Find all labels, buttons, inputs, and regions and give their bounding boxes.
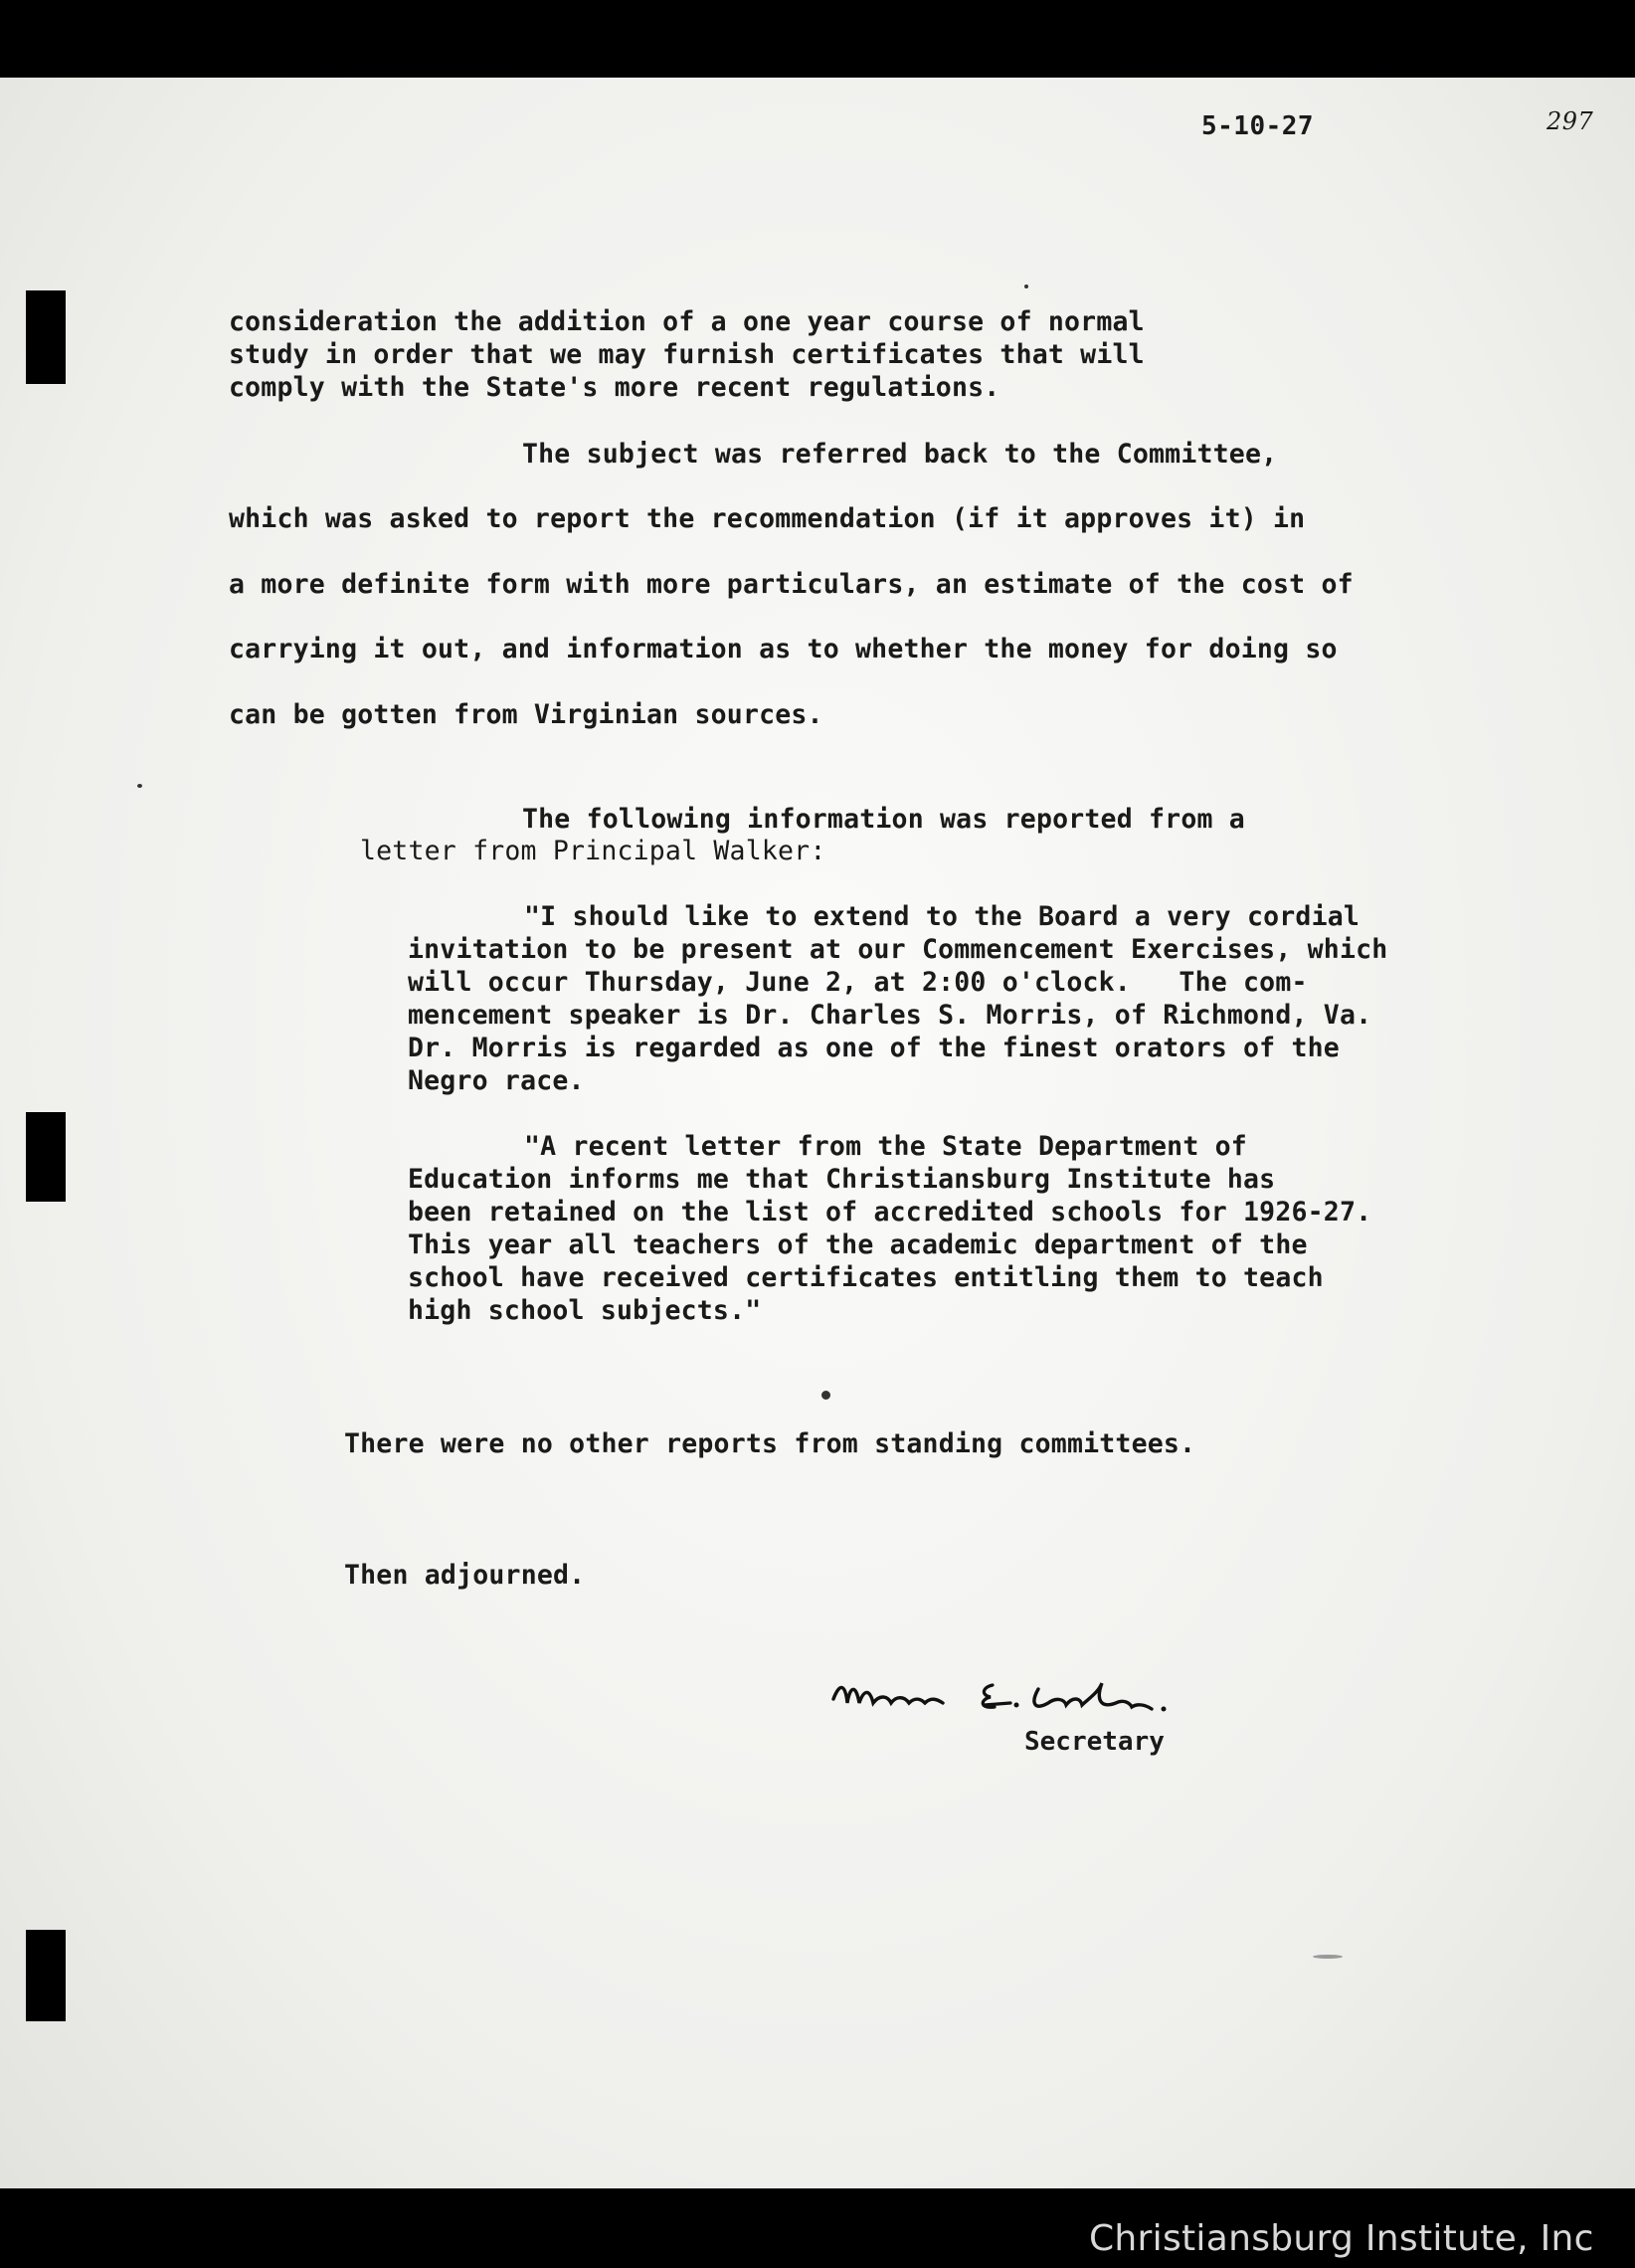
quote-2-line: school have received certificates entitling them to teach xyxy=(408,1262,1324,1293)
quote-1-line: Dr. Morris is regarded as one of the finest orators of the xyxy=(408,1033,1340,1063)
quote-2-line: This year all teachers of the academic department of the xyxy=(408,1229,1308,1260)
paragraph-2-line: The subject was referred back to the Committee, xyxy=(522,439,1278,470)
quote-2-line: "A recent letter from the State Department of xyxy=(524,1131,1247,1162)
quote-1-line: will occur Thursday, June 2, at 2:00 o'clock. The com- xyxy=(408,967,1308,998)
document-page xyxy=(0,78,1635,2259)
paragraph-1-line: comply with the State's more recent regulations. xyxy=(229,372,1000,403)
scan-speck xyxy=(1024,284,1028,288)
paragraph-3-line: The following information was reported from a xyxy=(522,804,1245,835)
binder-tab-bottom xyxy=(26,1930,66,2021)
no-other-reports-text: There were no other reports from standing committees. xyxy=(344,1428,1196,1459)
adjourned-text: Then adjourned. xyxy=(344,1560,586,1591)
quote-1-line: invitation to be present at our Commencement Exercises, which xyxy=(408,934,1388,965)
scan-speck xyxy=(1313,1955,1343,1959)
paragraph-3-line: letter from Principal Walker: xyxy=(360,836,826,866)
binder-tab-middle xyxy=(26,1112,66,1202)
quote-2-line: Education informs me that Christiansburg Institute has xyxy=(408,1164,1276,1195)
watermark: Christiansburg Institute, Inc xyxy=(1089,2218,1594,2259)
quote-1-line: mencement speaker is Dr. Charles S. Morris, of Richmond, Va. xyxy=(408,1000,1372,1031)
header-date: 5-10-27 xyxy=(1201,111,1315,141)
paragraph-2-line: a more definite form with more particulars, an estimate of the cost of xyxy=(229,569,1354,600)
quote-2-line: high school subjects." xyxy=(408,1295,762,1326)
quote-2-line: been retained on the list of accredited schools for 1926-27. xyxy=(408,1197,1372,1228)
paragraph-1-line: consideration the addition of a one year course of normal xyxy=(229,306,1145,337)
quote-1-line: Negro race. xyxy=(408,1065,585,1096)
paragraph-2-line: carrying it out, and information as to whether the money for doing so xyxy=(229,634,1338,664)
paragraph-2-line: which was asked to report the recommendation (if it approves it) in xyxy=(229,503,1306,534)
page-number: 297 xyxy=(1546,107,1594,135)
paragraph-2-line: can be gotten from Virginian sources. xyxy=(229,699,823,730)
quote-1-line: "I should like to extend to the Board a very cordial xyxy=(524,901,1361,932)
scan-speck xyxy=(137,784,142,788)
scan-speck xyxy=(821,1391,830,1400)
binder-tab-top xyxy=(26,290,66,384)
paragraph-1-line: study in order that we may furnish certificates that will xyxy=(229,339,1145,370)
secretary-title: Secretary xyxy=(1024,1727,1165,1757)
